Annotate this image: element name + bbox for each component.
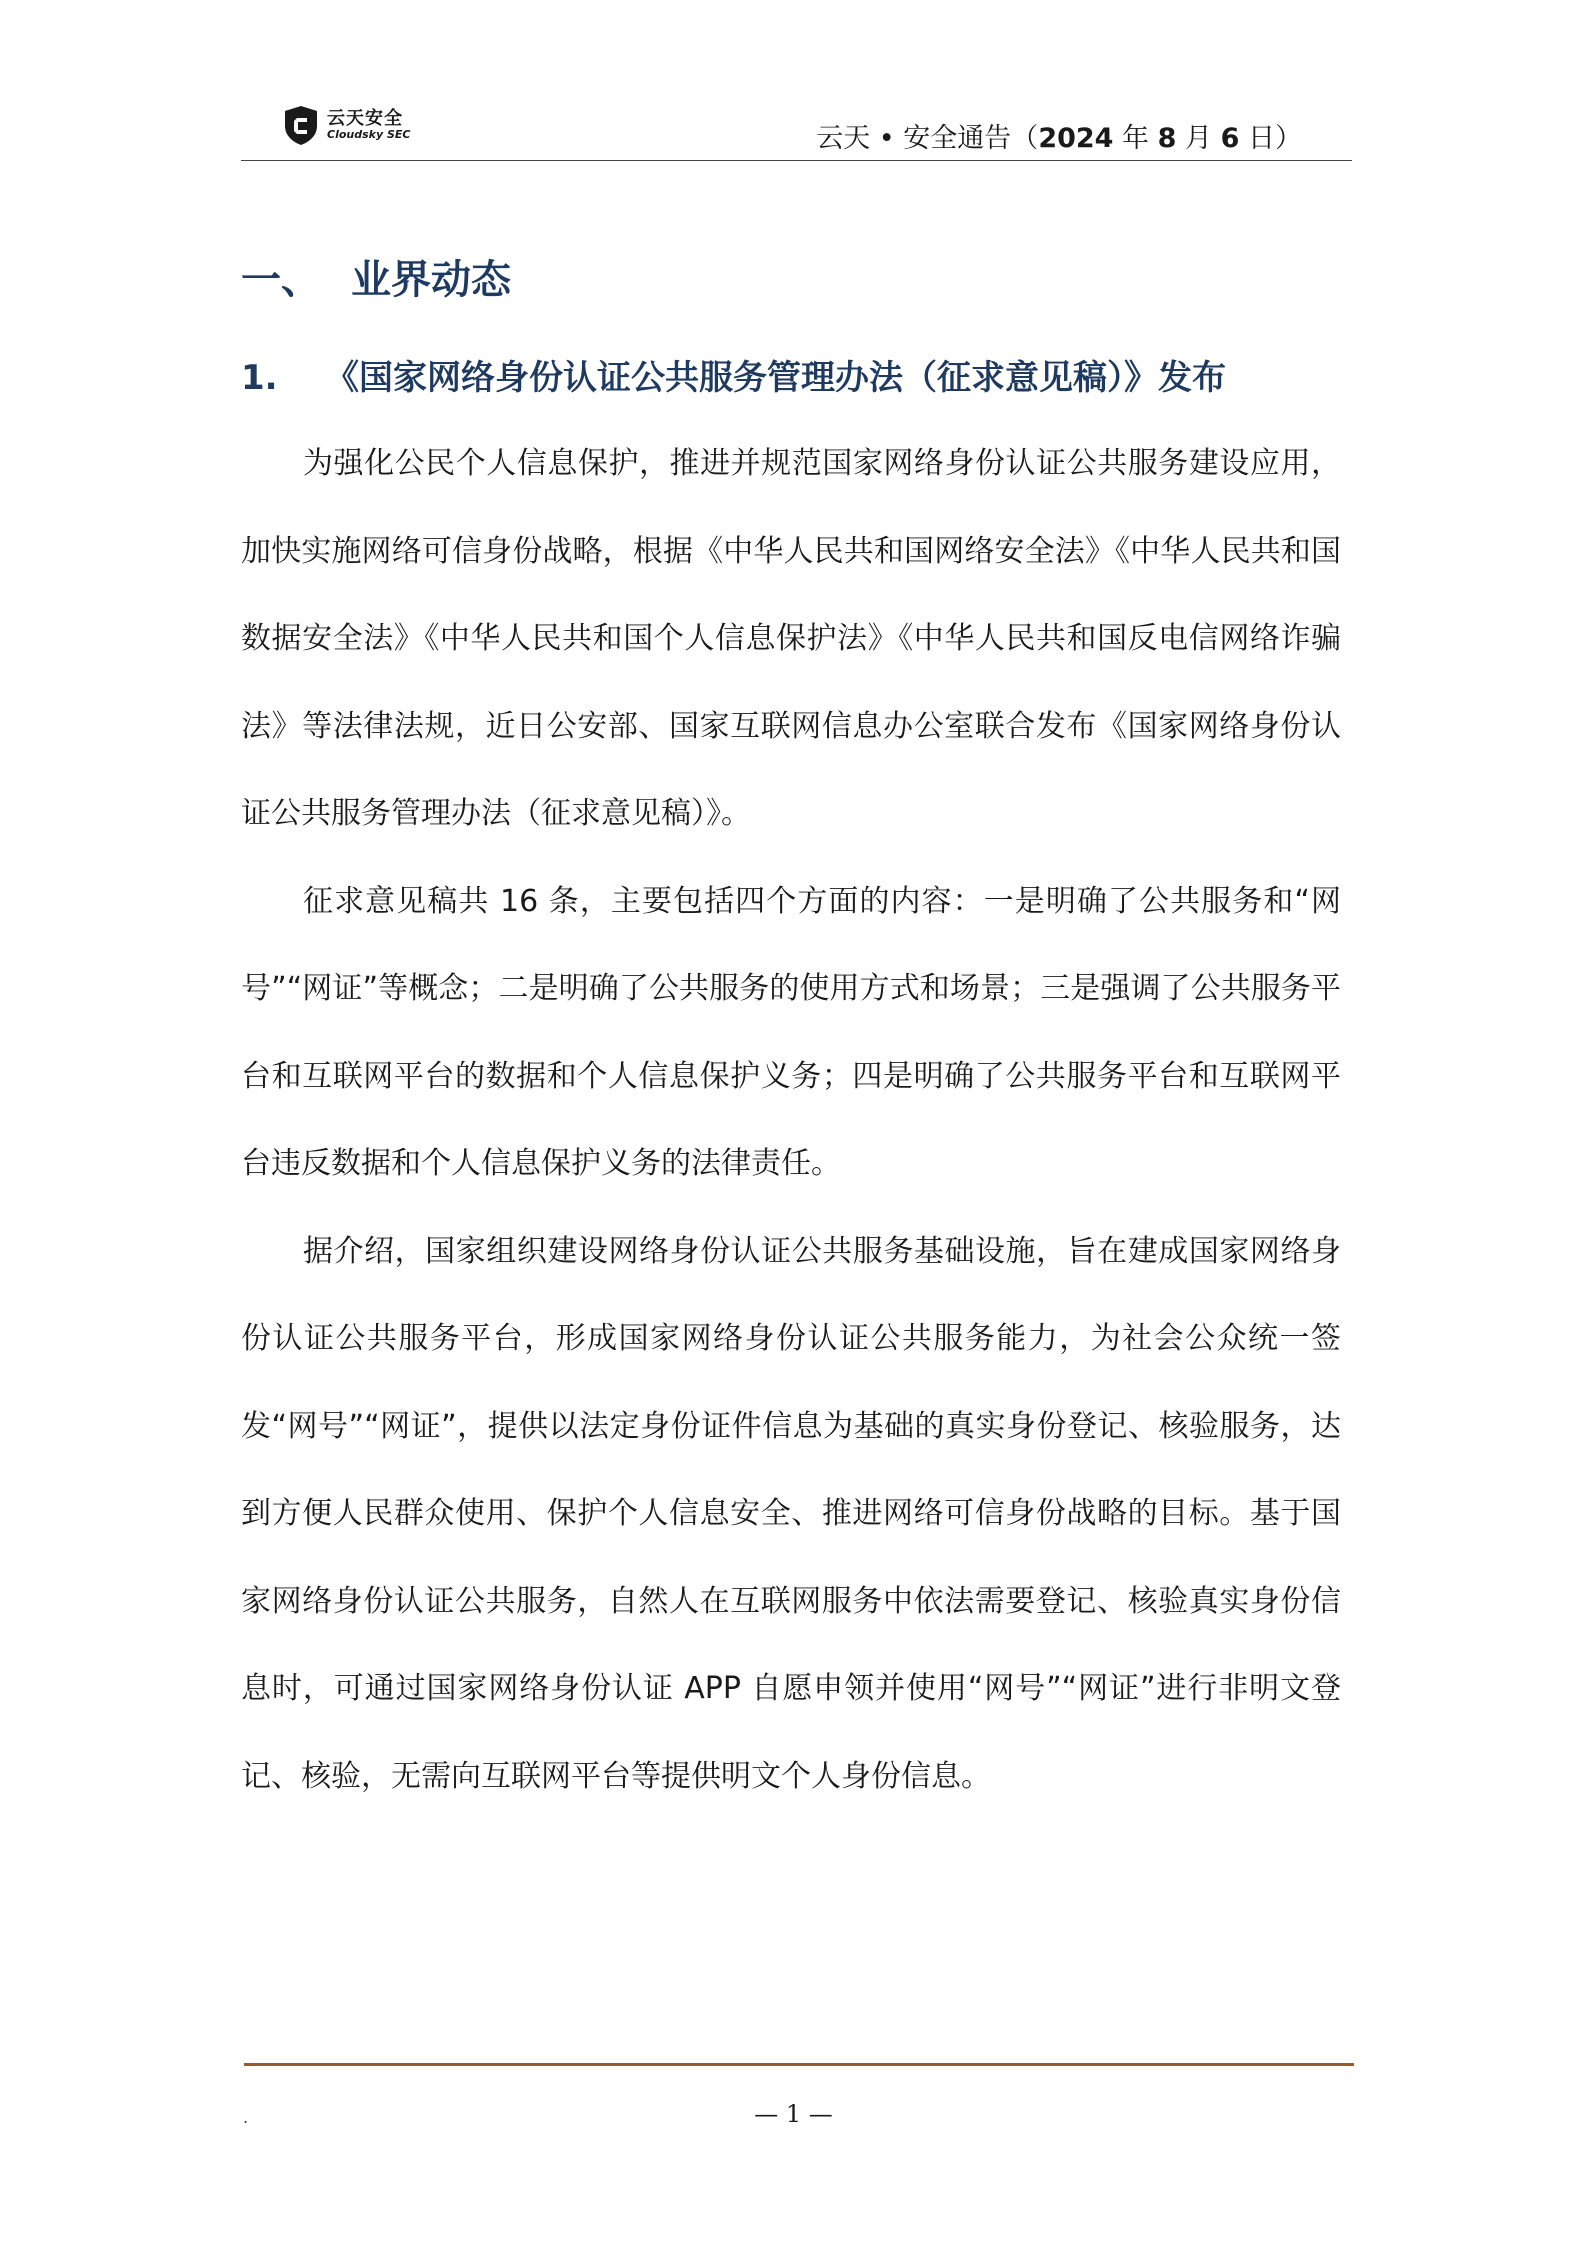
footer-dot: . [243, 2108, 249, 2127]
section-number: 一、 [241, 257, 321, 303]
bulletin-title-prefix: 云天 • 安全通告（ [816, 123, 1039, 154]
footer-divider [244, 2063, 1354, 2066]
article-number: 1. [241, 358, 278, 398]
brand-logo [281, 102, 431, 148]
bulletin-year: 2024 [1038, 123, 1114, 154]
page-number: — 1 — [754, 2100, 833, 2128]
logo-chinese-text: 云天安全 [327, 108, 403, 129]
bulletin-title [816, 116, 1302, 155]
article-heading [241, 348, 1341, 408]
article-paragraph: 为强化公民个人信息保护，推进并规范国家网络身份认证公共服务建设应用，加快实施网络可信身份战略，根据《中华人民共和国网络安全法》《中华人民共和国数据安全法》《中华人民共和国个人信息保护法》《中华人民共和国反电信网络诈骗法》等法律法规，近日公安部、国家互联网信息办公室联合发布《国家网络身份认证公共服务管理办法（征求意见稿）》。 [241, 446, 1341, 831]
page-header [241, 92, 1352, 162]
bulletin-day: 6 [1220, 123, 1240, 154]
bulletin-month: 8 [1157, 123, 1177, 154]
article-title: 《国家网络身份认证公共服务管理办法（征求意见稿）》发布 [325, 358, 1226, 398]
bulletin-day-suffix: 日） [1239, 123, 1302, 154]
section-heading [241, 250, 1341, 310]
main-content [241, 250, 1341, 1820]
bulletin-year-suffix: 年 [1113, 123, 1158, 154]
article-paragraph: 征求意见稿共 16 条，主要包括四个方面的内容：一是明确了公共服务和“网号”“网证”等概念；二是明确了公共服务的使用方式和场景；三是强调了公共服务平台和互联网平台的数据和个人信息保护义务；四是明确了公共服务平台和互联网平台违反数据和个人信息保护义务的法律责任。 [241, 883, 1341, 1181]
header-divider [241, 160, 1352, 161]
article-paragraph: 据介绍，国家组织建设网络身份认证公共服务基础设施，旨在建成国家网络身份认证公共服务平台，形成国家网络身份认证公共服务能力，为社会公众统一签发“网号”“网证”，提供以法定身份证件信息为基础的真实身份登记、核验服务，达到方便人民群众使用、保护个人信息安全、推进网络可信身份战略的目标。基于国家网络身份认证公共服务，自然人在互联网服务中依法需要登记、核验真实身份信息时，可通过国家网络身份认证 APP 自愿申领并使用“网号”“网证”进行非明文登记、核验，无需向互联网平台等提供明文个人身份信息。 [241, 1233, 1341, 1794]
logo-english-text: Cloudsky SEC [327, 128, 411, 141]
bulletin-month-suffix: 月 [1176, 123, 1221, 154]
section-title: 业界动态 [351, 257, 511, 303]
shield-logo-icon [281, 104, 321, 146]
